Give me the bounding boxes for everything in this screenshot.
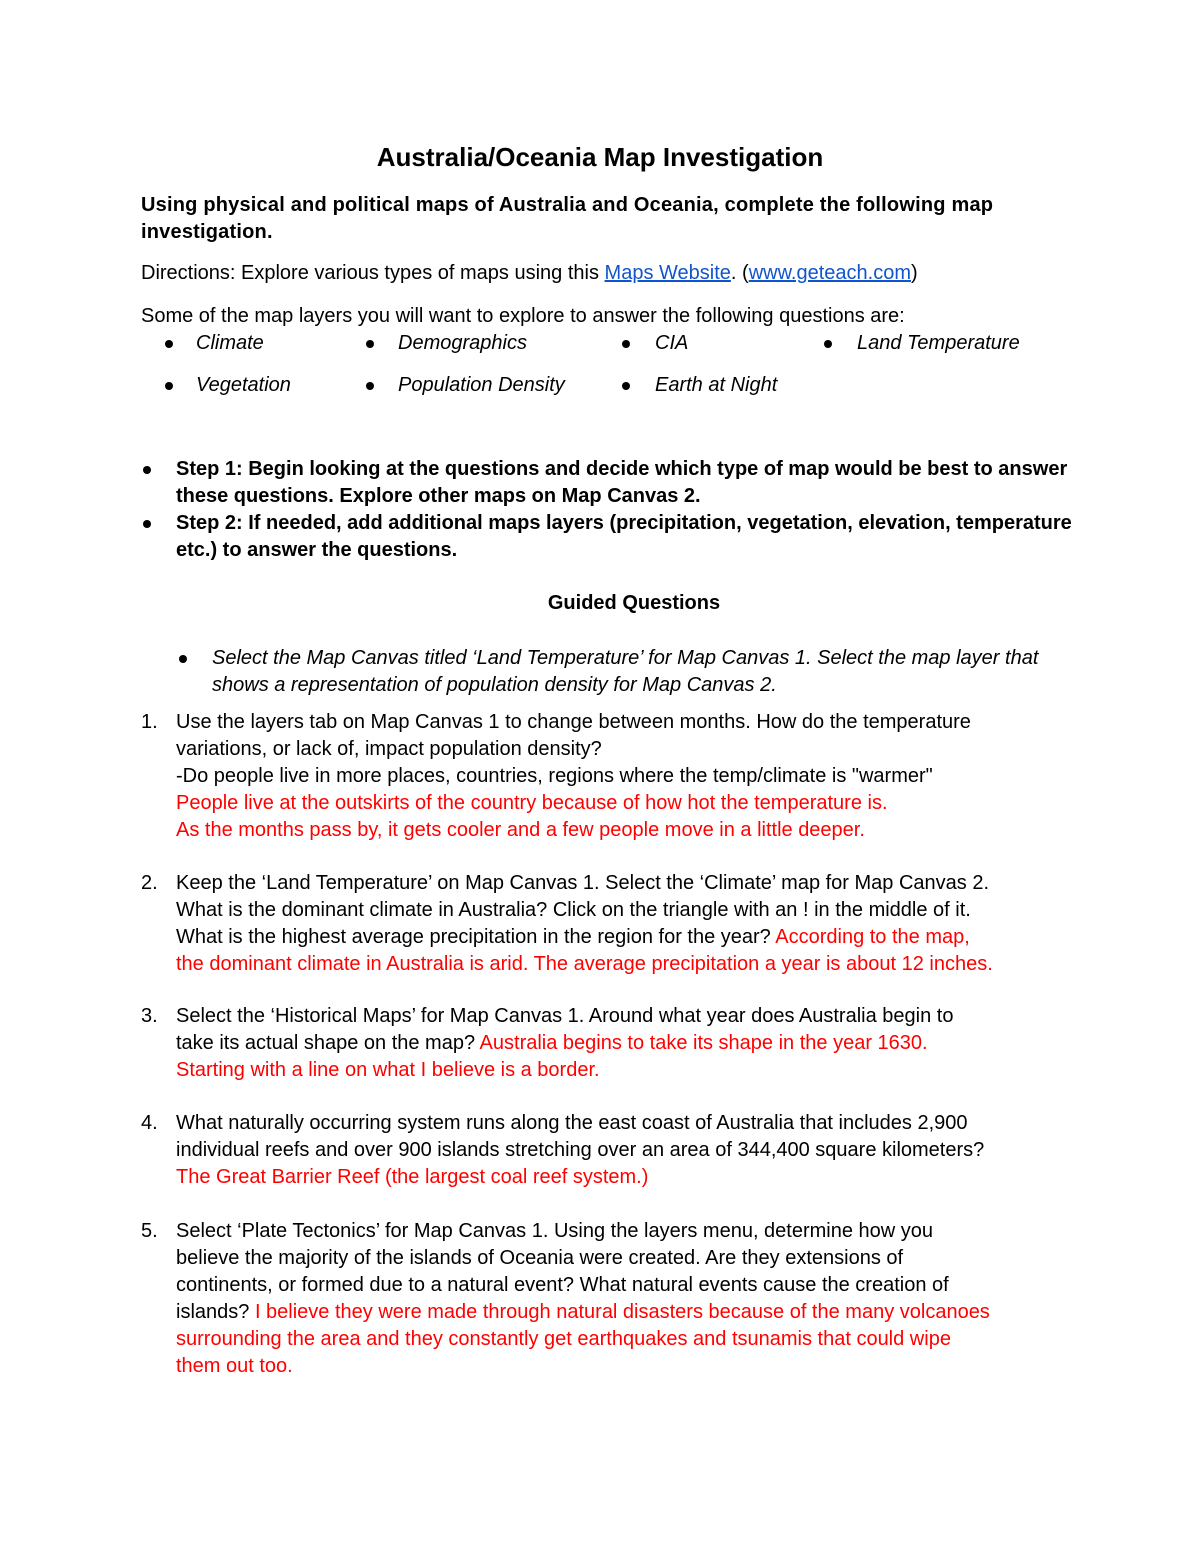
question-4-line: individual reefs and over 900 islands stretching over an area of 344,400 square kilometers? [176,1139,985,1161]
bullet-icon [165,340,173,348]
question-1-line: Use the layers tab on Map Canvas 1 to change between months. How do the temperature [176,711,971,733]
answer-5-line: them out too. [176,1355,293,1377]
answer-3-text: Australia begins to take its shape in the year 1630. [479,1032,928,1054]
question-2-line: What is the highest average precipitation in the region for the year? [176,926,776,948]
question-5 [176,1218,1076,1380]
question-5-line: islands? [176,1301,255,1323]
answer-5-line: surrounding the area and they constantly get earthquakes and tsunamis that could wipe [176,1328,951,1350]
step-2: Step 2: If needed, add additional maps layers (precipitation, vegetation, elevation, temperature etc.) to answer the questions. [176,512,1072,561]
directions-prefix: Directions: Explore various types of maps using this [141,262,605,284]
question-4-line: What naturally occurring system runs along the east coast of Australia that includes 2,900 [176,1112,968,1134]
answer-2-text: According to the map, [775,926,970,948]
bullet-icon [165,382,173,390]
page-title: Australia/Oceania Map Investigation [376,142,824,172]
question-2-number: 2. [141,872,158,894]
step-1: Step 1: Begin looking at the questions and decide which type of map would be best to answer these questions. Explore other maps on Map Canvas 2. [176,458,1068,507]
bullet-icon [622,382,630,390]
layer-item-cia: CIA [655,332,689,354]
bullet-icon [622,340,630,348]
question-2 [176,870,1076,978]
question-5-line: believe the majority of the islands of Oceania were created. Are they extensions of [176,1247,904,1269]
guided-questions-heading: Guided Questions [547,592,721,614]
question-3-number: 3. [141,1005,158,1027]
layer-item-land-temperature: Land Temperature [857,332,1020,354]
question-1-line: -Do people live in more places, countries, regions where the temp/climate is "warmer" [176,765,933,787]
layer-item-earth-at-night: Earth at Night [655,374,778,396]
maps-website-link[interactable]: Maps Website [604,262,731,284]
answer-5-text: I believe they were made through natural disasters because of the many volcanoes [254,1301,990,1323]
question-1 [176,709,1076,844]
guided-instruction: Select the Map Canvas titled ‘Land Temperature’ for Map Canvas 1. Select the map layer that shows a representation of population density for Map Canvas 2. [212,647,1039,696]
layer-item-vegetation: Vegetation [196,374,291,396]
question-1-number: 1. [141,711,158,733]
directions [141,260,1071,287]
question-5-line: Select ‘Plate Tectonics’ for Map Canvas 1. Using the layers menu, determine how you [176,1220,934,1242]
subtitle: Using physical and political maps of Australia and Oceania, complete the following map investigation. [141,194,994,243]
question-5-line: continents, or formed due to a natural event? What natural events cause the creation of [176,1274,949,1296]
question-3-line: Select the ‘Historical Maps’ for Map Canvas 1. Around what year does Australia begin to [176,1005,954,1027]
layers-intro: Some of the map layers you will want to explore to answer the following questions are: [141,305,905,327]
question-1-line: variations, or lack of, impact population density? [176,738,602,760]
bullet-icon [143,520,151,528]
bullet-icon [366,382,374,390]
bullet-icon [366,340,374,348]
question-3-line: take its actual shape on the map? [176,1032,480,1054]
answer-3-line: Starting with a line on what I believe is a border. [176,1059,600,1081]
directions-suffix: ) [910,262,918,284]
layer-item-climate: Climate [196,332,264,354]
bullet-icon [824,340,832,348]
answer-1-line: People live at the outskirts of the country because of how hot the temperature is. [176,792,888,814]
answer-2-line: the dominant climate in Australia is arid. The average precipitation a year is about 12 inches. [176,953,993,975]
question-4 [176,1110,1076,1191]
bullet-icon [179,655,187,663]
question-4-number: 4. [141,1112,158,1134]
question-2-line: Keep the ‘Land Temperature’ on Map Canvas 1. Select the ‘Climate’ map for Map Canvas 2. [176,872,990,894]
directions-middle: . ( [730,262,749,284]
question-5-number: 5. [141,1220,158,1242]
geteach-url-link[interactable]: www.geteach.com [748,262,911,284]
layer-item-population-density: Population Density [398,374,565,396]
answer-1-line: As the months pass by, it gets cooler and a few people move in a little deeper. [176,819,865,841]
bullet-icon [143,466,151,474]
question-2-line: What is the dominant climate in Australia? Click on the triangle with an ! in the middle of it. [176,899,971,921]
layer-item-demographics: Demographics [398,332,527,354]
answer-4-line: The Great Barrier Reef (the largest coal reef system.) [176,1166,649,1188]
question-3 [176,1003,1076,1084]
